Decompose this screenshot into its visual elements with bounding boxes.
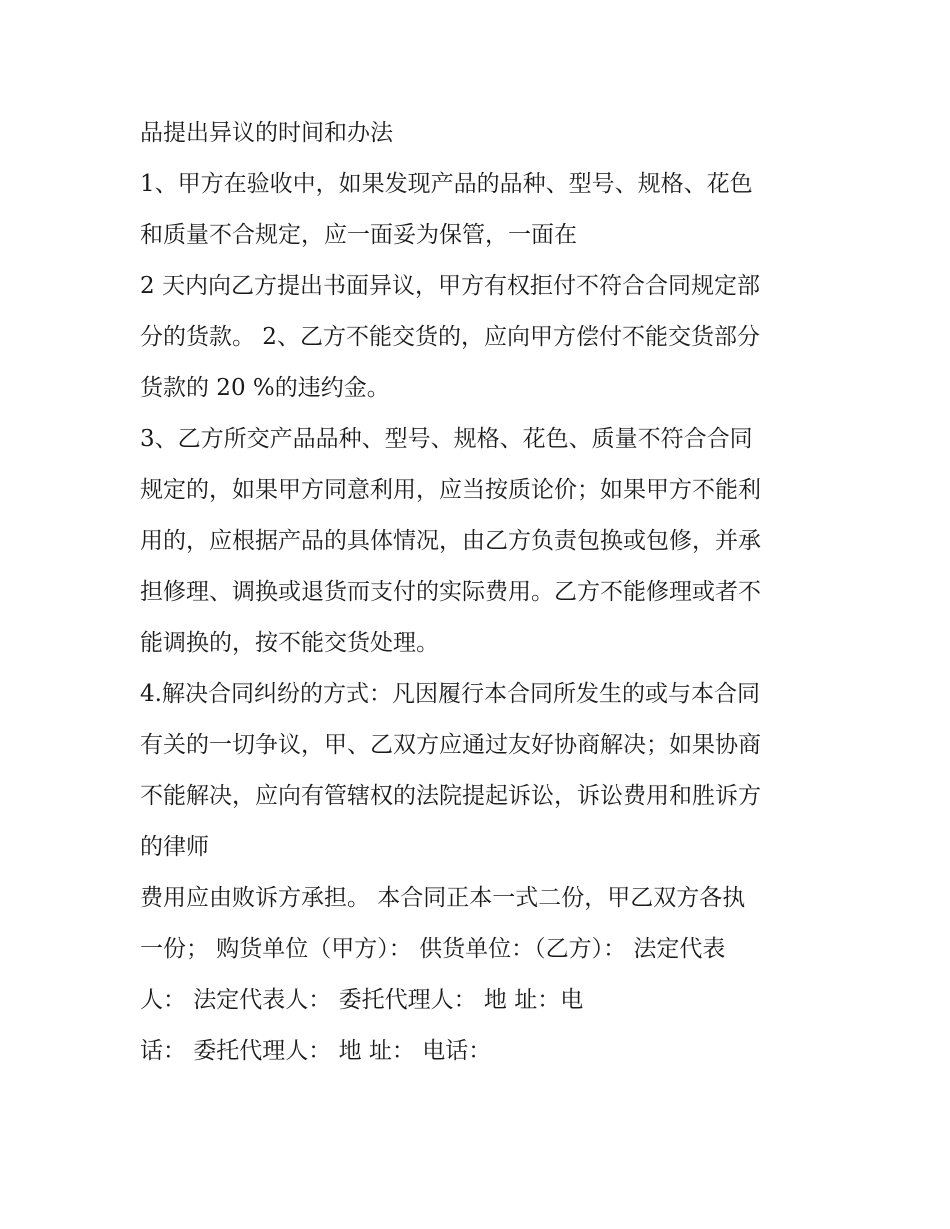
- text-line: 3、乙方所交产品品种、型号、规格、花色、质量不符合合同: [140, 426, 753, 452]
- text-line: 品提出异议的时间和办法: [140, 120, 393, 146]
- text-line: 不能解决，应向有管辖权的法院提起诉讼，诉讼费用和胜诉方: [140, 783, 761, 809]
- text-line: 分的货款。 2、乙方不能交货的，应向甲方偿付不能交货部分: [140, 324, 760, 350]
- text-line: 货款的 20 %的违约金。: [140, 375, 390, 401]
- text-line: 规定的，如果甲方同意利用，应当按质论价；如果甲方不能利: [140, 477, 761, 503]
- text-line: 的律师: [140, 834, 209, 860]
- text-line: 人： 法定代表人： 委托代理人： 地 址：电: [140, 987, 584, 1013]
- text-line: 一份； 购货单位（甲方）： 供货单位：（乙方）： 法定代表: [140, 936, 726, 962]
- text-line: 费用应由败诉方承担。 本合同正本一式二份，甲乙双方各执: [140, 885, 746, 911]
- text-line: 和质量不合规定，应一面妥为保管，一面在: [140, 222, 577, 248]
- contract-text-body: [140, 108, 820, 1077]
- text-line: 能调换的，按不能交货处理。: [140, 630, 439, 656]
- text-line: 有关的一切争议，甲、乙双方应通过友好协商解决；如果协商: [140, 732, 761, 758]
- text-line: 担修理、调换或退货而支付的实际费用。乙方不能修理或者不: [140, 579, 761, 605]
- text-line: 用的，应根据产品的具体情况，由乙方负责包换或包修，并承: [140, 528, 761, 554]
- text-line: 话： 委托代理人： 地 址： 电话：: [140, 1038, 492, 1064]
- text-line: 1、甲方在验收中，如果发现产品的品种、型号、规格、花色: [140, 171, 753, 197]
- text-line: 2 天内向乙方提出书面异议，甲方有权拒付不符合合同规定部: [140, 273, 760, 299]
- text-line: 4.解决合同纠纷的方式：凡因履行本合同所发生的或与本合同: [140, 681, 760, 707]
